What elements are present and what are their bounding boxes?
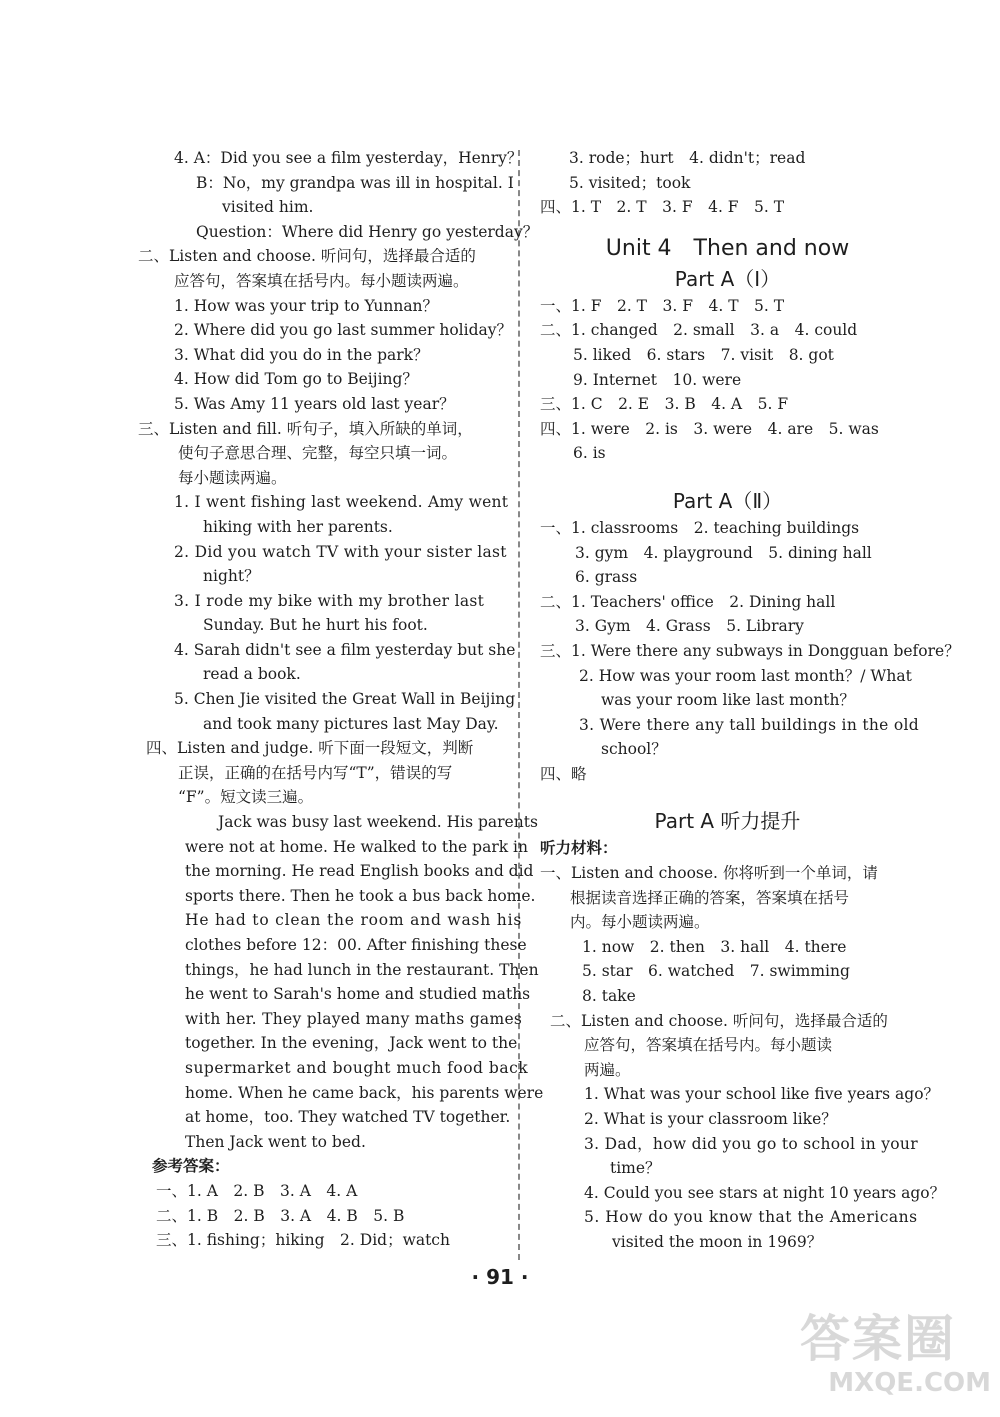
- list-item: 2. Where did you go last summer holiday？: [174, 321, 513, 340]
- list-item: 1. What was your school like five years ago？: [584, 1085, 940, 1104]
- left-column: [138, 146, 544, 1253]
- section-heading-cont: 两遍。: [584, 1060, 631, 1079]
- answer-row: 四、略: [540, 764, 587, 783]
- answer-row: school？: [601, 740, 667, 759]
- passage-line: home. When he came back，his parents were: [185, 1083, 544, 1102]
- answer-row: 二、1. changed 2. small 3. a 4. could: [540, 321, 858, 340]
- section-4-heading-cont: 正误，正确的在括号内写“T”，错误的写: [178, 763, 453, 782]
- watermark-logo: [800, 1310, 995, 1410]
- list-item: 1. How was your trip to Yunnan？: [174, 296, 439, 315]
- passage-line: with her. They played many maths games: [185, 1009, 523, 1028]
- list-item-cont: time？: [610, 1159, 661, 1178]
- unit-title: Unit 4 Then and now: [605, 235, 850, 261]
- list-item: 5. How do you know that the Americans: [584, 1208, 918, 1227]
- section-heading: 二、Listen and choose. 听问句，选择最合适的: [550, 1011, 888, 1030]
- right-column: [540, 146, 960, 1255]
- dialog-question: Question：Where did Henry go yesterday？: [196, 222, 539, 241]
- answer-row: 2. How was your room last month？/ What: [579, 666, 912, 685]
- answer-row: 一、1. classrooms 2. teaching buildings: [540, 518, 860, 537]
- answer-row: 3. Were there any tall buildings in the old: [579, 715, 919, 734]
- list-item: 5. Was Amy 11 years old last year？: [174, 394, 455, 413]
- list-item: 4. Could you see stars at night 10 years ago？: [584, 1183, 946, 1202]
- list-item-cont: visited the moon in 1969？: [612, 1232, 823, 1251]
- passage-line: together. In the evening，Jack went to the: [185, 1034, 518, 1053]
- list-item: 4. How did Tom go to Beijing？: [174, 370, 418, 389]
- section-heading-cont: 应答句，答案填在括号内。每小题读: [584, 1036, 833, 1055]
- list-item: 3. What did you do in the park？: [174, 345, 429, 364]
- answer-row: 三、1. Were there any subways in Dongguan before？: [540, 641, 960, 660]
- list-item: 5. Chen Jie visited the Great Wall in Beijing: [174, 690, 516, 709]
- passage-line: He had to clean the room and wash his: [185, 911, 523, 930]
- list-item: 2. Did you watch TV with your sister last: [174, 542, 507, 561]
- passage-line: clothes before 12：00. After finishing these: [185, 936, 527, 954]
- answer-row: 一、1. F 2. T 3. F 4. T 5. T: [540, 296, 785, 315]
- answer-row: 四、1. T 2. T 3. F 4. F 5. T: [540, 198, 785, 217]
- list-item-cont: Sunday. But he hurt his foot.: [203, 616, 428, 635]
- page-number: · 91 ·: [471, 1265, 529, 1289]
- answer-row: 二、1. B 2. B 3. A 4. B 5. B: [156, 1206, 405, 1225]
- answer-row: 1. now 2. then 3. hall 4. there: [582, 937, 847, 956]
- section-4-heading-cont2: “F”。短文读三遍。: [178, 788, 314, 807]
- section-heading: 一、Listen and choose. 你将听到一个单词，请: [540, 864, 878, 883]
- passage-line: Then Jack went to bed.: [185, 1132, 366, 1151]
- part-title: Part A 听力提升: [654, 809, 801, 834]
- passage-line: things，he had lunch in the restaurant. Then: [185, 960, 539, 979]
- answer-row: 三、1. C 2. E 3. B 4. A 5. F: [540, 395, 789, 414]
- section-2-heading-cont: 应答句，答案填在括号内。每小题读两遍。: [174, 271, 469, 290]
- dialog-line-b1: B：No，my grandpa was ill in hospital. I: [196, 173, 514, 192]
- list-item: 4. Sarah didn't see a film yesterday but she: [174, 640, 516, 659]
- section-4-heading: 四、Listen and judge. 听下面一段短文，判断: [146, 739, 474, 758]
- section-heading-cont: 根据读音选择正确的答案，答案填在括号: [570, 888, 850, 907]
- answer-row: 三、1. fishing；hiking 2. Did；watch: [156, 1231, 450, 1250]
- answer-row: was your room like last month？: [601, 691, 855, 710]
- list-item: 1. I went fishing last weekend. Amy went: [174, 493, 509, 512]
- passage-line: were not at home. He walked to the park in: [185, 837, 528, 856]
- dialog-line-a: 4. A：Did you see a film yesterday，Henry？: [174, 149, 523, 167]
- section-heading-cont: 内。每小题读两遍。: [570, 913, 710, 932]
- section-3-heading-cont: 使句子意思合理、完整，每空只填一词。: [178, 444, 458, 463]
- passage-line: the morning. He read English books and did: [185, 862, 534, 881]
- material-label: 听力材料：: [540, 838, 618, 858]
- list-item-cont: night？: [203, 567, 260, 586]
- answer-row: 9. Internet 10. were: [573, 370, 742, 389]
- answer-row: 8. take: [582, 987, 636, 1006]
- answer-row: 四、1. were 2. is 3. were 4. are 5. was: [540, 419, 879, 438]
- watermark-text: 答案圈: [800, 1310, 956, 1368]
- list-item: 3. I rode my bike with my brother last: [174, 591, 485, 610]
- answers-title: 参考答案：: [152, 1156, 230, 1176]
- answer-row: 3. Gym 4. Grass 5. Library: [575, 617, 804, 636]
- watermark-domain: MXQE.COM: [828, 1368, 991, 1398]
- answer-row: 3. rode；hurt 4. didn't；read: [569, 149, 806, 167]
- list-item-cont: and took many pictures last May Day.: [203, 714, 499, 733]
- list-item: 2. What is your classroom like？: [584, 1110, 837, 1128]
- list-item: 3. Dad，how did you go to school in your: [584, 1134, 918, 1153]
- list-item-cont: hiking with her parents.: [203, 517, 393, 536]
- section-3-heading: 三、Listen and fill. 听句子，填入所缺的单词，: [138, 419, 473, 438]
- answer-row: 6. grass: [575, 568, 638, 587]
- answer-row: 一、1. A 2. B 3. A 4. A: [156, 1181, 358, 1200]
- passage-line: supermarket and bought much food back: [185, 1058, 529, 1077]
- answer-row: 3. gym 4. playground 5. dining hall: [575, 543, 872, 562]
- answer-row: 二、1. Teachers' office 2. Dining hall: [540, 592, 836, 611]
- answer-row: 6. is: [573, 444, 606, 463]
- part-title: Part A（Ⅱ）: [672, 488, 783, 513]
- passage-line: Jack was busy last weekend. His parents: [218, 813, 538, 832]
- answer-row: 5. visited；took: [569, 173, 691, 192]
- section-2-heading: 二、Listen and choose. 听问句，选择最合适的: [138, 247, 476, 266]
- dialog-line-b2: visited him.: [222, 198, 314, 217]
- list-item-cont: read a book.: [203, 665, 301, 684]
- passage-line: at home，too. They watched TV together.: [185, 1108, 511, 1127]
- section-3-heading-cont2: 每小题读两遍。: [178, 468, 287, 487]
- passage-line: sports there. Then he took a bus back home.: [185, 886, 536, 905]
- passage-line: he went to Sarah's home and studied maths: [185, 985, 531, 1004]
- part-title: Part A（Ⅰ）: [674, 266, 781, 291]
- answer-row: 5. liked 6. stars 7. visit 8. got: [573, 345, 834, 364]
- answer-row: 5. star 6. watched 7. swimming: [582, 962, 850, 981]
